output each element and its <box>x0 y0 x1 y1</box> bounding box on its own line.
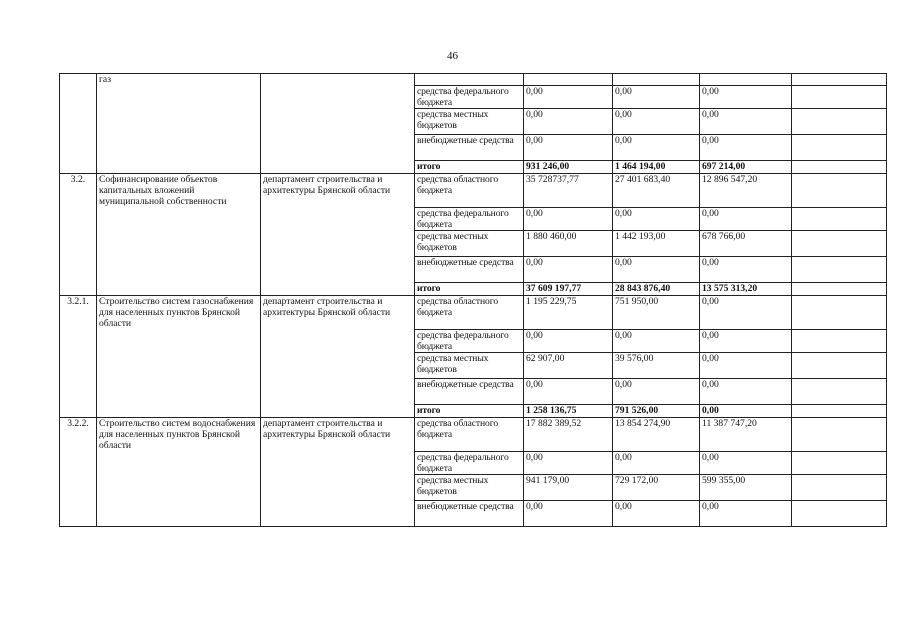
amount-cell <box>792 418 887 452</box>
amount-cell: 1 442 193,00 <box>613 231 700 257</box>
funding-source: итого <box>415 405 524 418</box>
amount-cell: 0,00 <box>524 330 613 353</box>
amount-cell <box>792 501 887 527</box>
amount-cell <box>792 379 887 405</box>
amount-cell: 1 258 136,75 <box>524 405 613 418</box>
amount-cell: 0,00 <box>613 257 700 283</box>
amount-cell: 941 179,00 <box>524 475 613 501</box>
row-code: 3.2.1. <box>60 296 97 418</box>
amount-cell <box>792 353 887 379</box>
amount-cell: 0,00 <box>613 501 700 527</box>
funding-source: внебюджетные средства <box>415 135 524 161</box>
amount-cell: 0,00 <box>524 135 613 161</box>
amount-cell: 0,00 <box>613 379 700 405</box>
budget-table <box>59 73 887 527</box>
amount-cell: 0,00 <box>700 257 792 283</box>
measure-name: Строительство систем водоснабжения для населенных пунктов Брянской области <box>97 418 261 527</box>
funding-source: средства федерального бюджета <box>415 452 524 475</box>
page-number: 46 <box>447 50 458 62</box>
amount-cell: 35 728737,77 <box>524 174 613 208</box>
amount-cell: 0,00 <box>613 86 700 109</box>
measure-name: Строительство систем газоснабжения для населенных пунктов Брянской области <box>97 296 261 418</box>
amount-cell: 13 575 313,20 <box>700 283 792 296</box>
amount-cell: 931 246,00 <box>524 161 613 174</box>
amount-cell <box>792 86 887 109</box>
amount-cell <box>792 174 887 208</box>
funding-source: внебюджетные средства <box>415 501 524 527</box>
amount-cell <box>792 109 887 135</box>
table-row <box>60 418 887 452</box>
funding-source: средства областного бюджета <box>415 174 524 208</box>
amount-cell: 0,00 <box>524 86 613 109</box>
funding-source: средства федерального бюджета <box>415 330 524 353</box>
amount-cell: 0,00 <box>700 86 792 109</box>
amount-cell: 0,00 <box>700 379 792 405</box>
empty-cell <box>792 74 887 86</box>
amount-cell: 0,00 <box>524 257 613 283</box>
amount-cell: 599 355,00 <box>700 475 792 501</box>
empty-cell <box>613 74 700 86</box>
funding-source: средства местных бюджетов <box>415 475 524 501</box>
funding-source: внебюджетные средства <box>415 257 524 283</box>
amount-cell <box>792 296 887 330</box>
amount-cell: 1 195 229,75 <box>524 296 613 330</box>
amount-cell: 0,00 <box>700 296 792 330</box>
funding-source: средства федерального бюджета <box>415 208 524 231</box>
amount-cell: 28 843 876,40 <box>613 283 700 296</box>
amount-cell <box>792 208 887 231</box>
amount-cell: 0,00 <box>700 135 792 161</box>
amount-cell <box>792 283 887 296</box>
executor: департамент строительства и архитектуры Брянской области <box>261 296 415 418</box>
amount-cell: 12 896 547,20 <box>700 174 792 208</box>
amount-cell: 751 950,00 <box>613 296 700 330</box>
table-row <box>60 296 887 330</box>
amount-cell: 0,00 <box>524 452 613 475</box>
funding-source: внебюджетные средства <box>415 379 524 405</box>
amount-cell: 0,00 <box>524 501 613 527</box>
funding-source: средства местных бюджетов <box>415 353 524 379</box>
amount-cell <box>792 475 887 501</box>
amount-cell: 17 882 389,52 <box>524 418 613 452</box>
amount-cell: 0,00 <box>613 109 700 135</box>
amount-cell: 0,00 <box>700 405 792 418</box>
funding-source: средства областного бюджета <box>415 418 524 452</box>
table-body <box>60 74 887 527</box>
amount-cell: 1 880 460,00 <box>524 231 613 257</box>
row-code: 3.2.2. <box>60 418 97 527</box>
measure-name: Софинансирование объектов капитальных вложений муниципальной собственности <box>97 174 261 296</box>
funding-source: средства областного бюджета <box>415 296 524 330</box>
executor: департамент строительства и архитектуры Брянской области <box>261 174 415 296</box>
amount-cell: 0,00 <box>613 330 700 353</box>
amount-cell: 27 401 683,40 <box>613 174 700 208</box>
empty-cell <box>524 74 613 86</box>
amount-cell: 0,00 <box>524 208 613 231</box>
amount-cell: 0,00 <box>613 452 700 475</box>
table-row <box>60 174 887 208</box>
amount-cell: 791 526,00 <box>613 405 700 418</box>
amount-cell: 678 766,00 <box>700 231 792 257</box>
empty-cell <box>700 74 792 86</box>
funding-source: итого <box>415 161 524 174</box>
amount-cell <box>792 452 887 475</box>
funding-source: средства местных бюджетов <box>415 231 524 257</box>
amount-cell <box>792 330 887 353</box>
amount-cell: 0,00 <box>700 330 792 353</box>
amount-cell: 0,00 <box>524 109 613 135</box>
amount-cell: 37 609 197,77 <box>524 283 613 296</box>
amount-cell: 0,00 <box>700 208 792 231</box>
amount-cell: 0,00 <box>524 379 613 405</box>
amount-cell: 0,00 <box>700 501 792 527</box>
amount-cell <box>792 135 887 161</box>
amount-cell: 0,00 <box>700 353 792 379</box>
table-row <box>60 74 887 86</box>
amount-cell: 1 464 194,00 <box>613 161 700 174</box>
executor <box>261 74 415 174</box>
row-code: 3.2. <box>60 174 97 296</box>
amount-cell <box>792 405 887 418</box>
amount-cell <box>792 257 887 283</box>
amount-cell <box>792 161 887 174</box>
amount-cell: 62 907,00 <box>524 353 613 379</box>
amount-cell: 13 854 274,90 <box>613 418 700 452</box>
amount-cell: 697 214,00 <box>700 161 792 174</box>
funding-source: средства федерального бюджета <box>415 86 524 109</box>
amount-cell: 0,00 <box>700 452 792 475</box>
amount-cell: 0,00 <box>613 135 700 161</box>
executor: департамент строительства и архитектуры Брянской области <box>261 418 415 527</box>
amount-cell: 0,00 <box>700 109 792 135</box>
measure-name: газ <box>97 74 261 174</box>
amount-cell: 39 576,00 <box>613 353 700 379</box>
amount-cell: 729 172,00 <box>613 475 700 501</box>
empty-cell <box>415 74 524 86</box>
funding-source: итого <box>415 283 524 296</box>
funding-source: средства местных бюджетов <box>415 109 524 135</box>
amount-cell: 0,00 <box>613 208 700 231</box>
amount-cell: 11 387 747,20 <box>700 418 792 452</box>
amount-cell <box>792 231 887 257</box>
row-code <box>60 74 97 174</box>
